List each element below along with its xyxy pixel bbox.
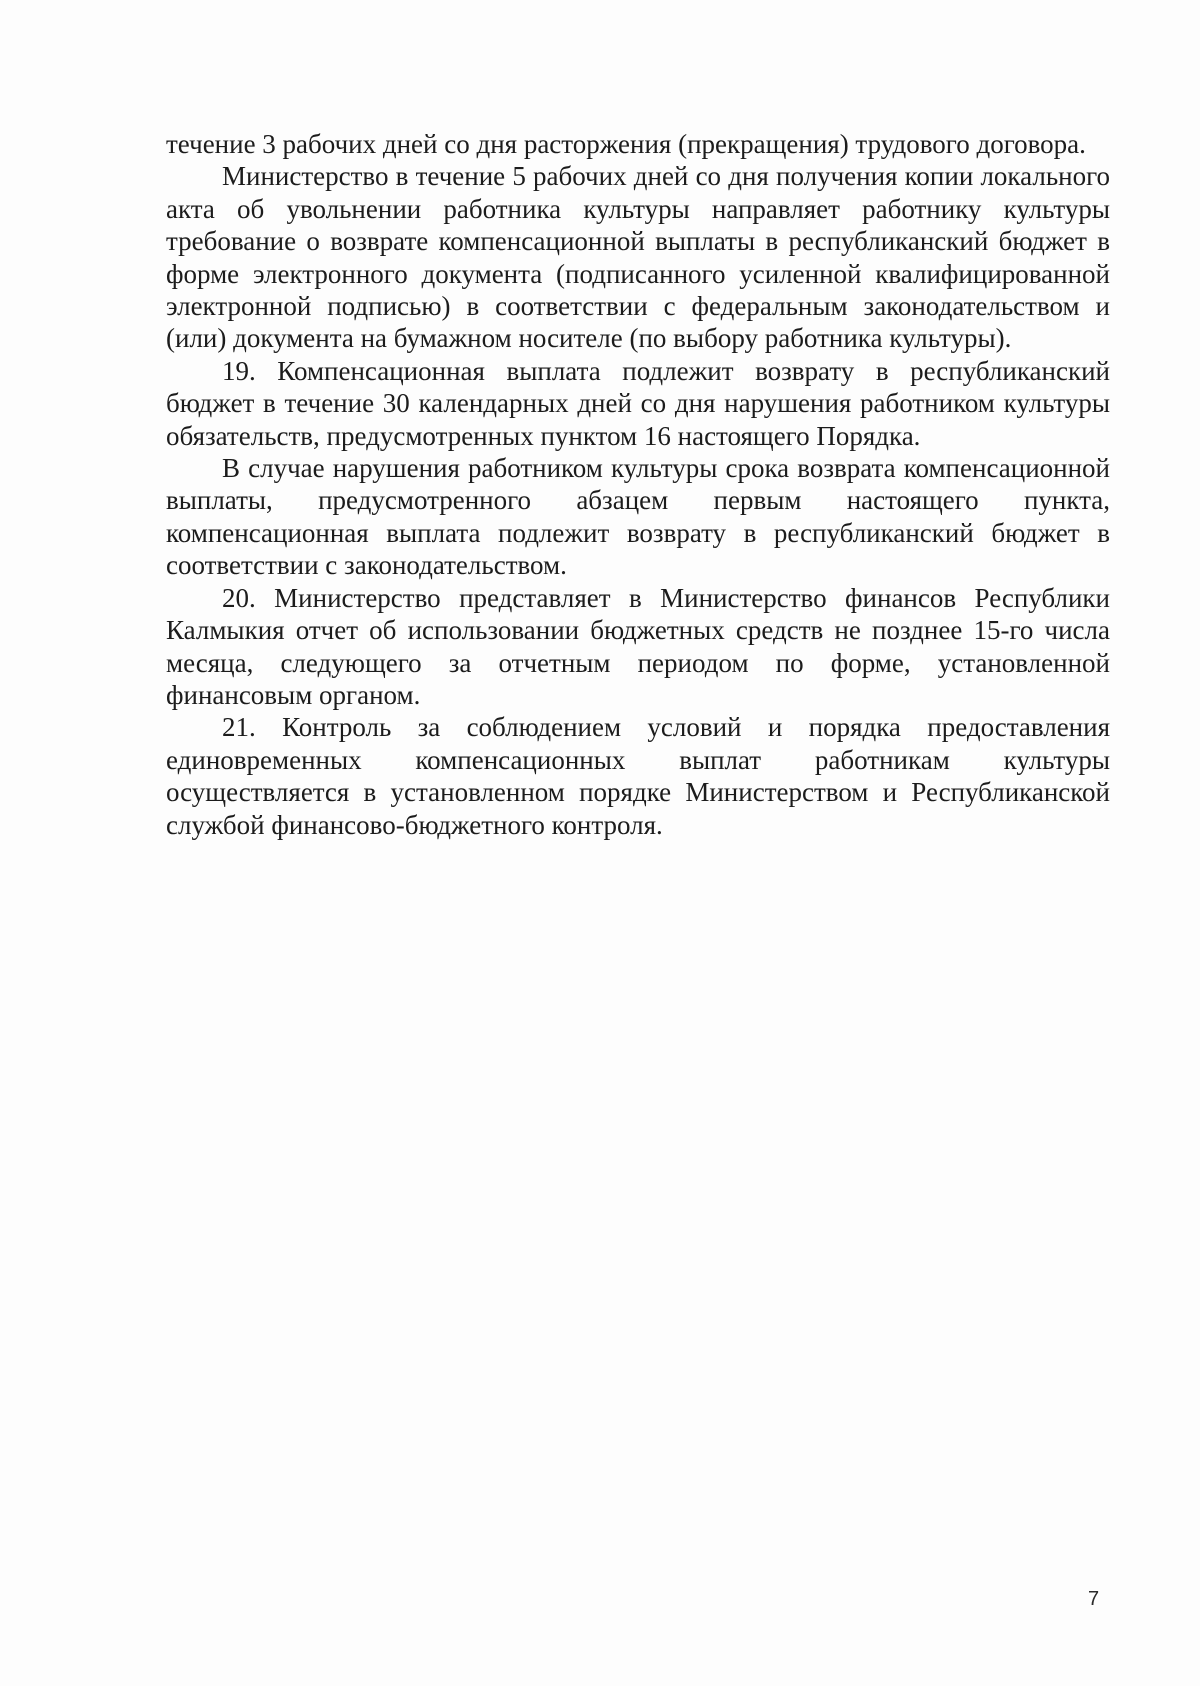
page-number: 7	[1088, 1588, 1100, 1610]
document-body	[166, 128, 1110, 841]
paragraph-item-19: 19. Компенсационная выплата подлежит возврату в республиканский бюджет в течение 30 календарных дней со дня нарушения работником культуры обязательств, предусмотренных пунктом 16 настоящего Порядка.	[166, 355, 1110, 451]
paragraph-return-demand: Министерство в течение 5 рабочих дней со дня получения копии локального акта об увольнении работника культуры направляет работнику культуры требование о возврате компенсационной выплаты в республиканский бюджет в форме электронного документа (подписанного усиленной квалифицированной электронной подписью) в соответствии с федеральным законодательством и (или) документа на бумажном носителе (по выбору работника культуры).	[166, 161, 1110, 354]
paragraph-item-20: 20. Министерство представляет в Министерство финансов Республики Калмыкия отчет об использовании бюджетных средств не позднее 15-го числа месяца, следующего за отчетным периодом по форме, установленной финансовым органом.	[166, 582, 1110, 710]
paragraph-item-21: 21. Контроль за соблюдением условий и порядка предоставления единовременных компенсационных выплат работникам культуры осуществляется в установленном порядке Министерством и Республиканской службой финансово-бюджетного контроля.	[166, 712, 1110, 840]
paragraph-violation-case: В случае нарушения работником культуры срока возврата компенсационной выплаты, предусмотренного абзацем первым настоящего пункта, компенсационная выплата подлежит возврату в республиканский бюджет в соответствии с законодательством.	[166, 453, 1110, 581]
paragraph-continuation: течение 3 рабочих дней со дня расторжения (прекращения) трудового договора.	[166, 129, 1086, 159]
